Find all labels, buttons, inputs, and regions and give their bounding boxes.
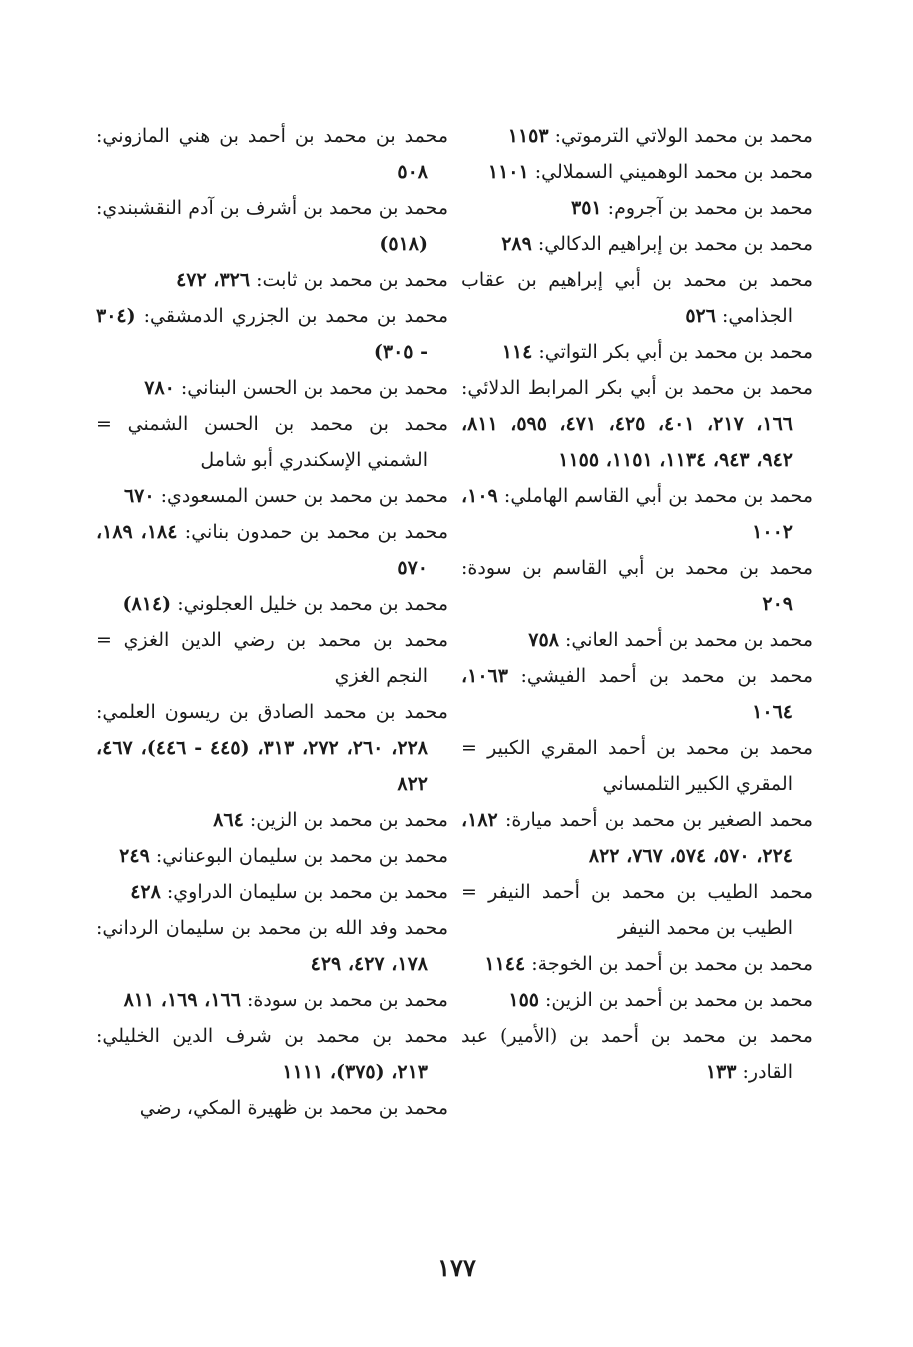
index-entry (461, 118, 813, 154)
entry-pages: ١١٠١ (487, 161, 529, 183)
entry-name: محمد بن محمد بن سودة: (240, 989, 448, 1011)
index-entry (96, 802, 448, 838)
entry-name: محمد بن محمد بن الجزري الدمشقي: (135, 305, 448, 327)
entry-name: محمد بن محمد بن أحمد المقري الكبير = المقري الكبير التلمساني (461, 737, 813, 795)
index-entry (96, 190, 448, 262)
index-entry (461, 622, 813, 658)
index-entry (96, 838, 448, 874)
entry-pages: ١٧٨، ٤٢٧، ٤٢٩ (310, 953, 428, 975)
index-entry (96, 406, 448, 478)
index-entry (96, 370, 448, 406)
entry-pages: (٣٠٤ - ٣٠٥) (96, 305, 428, 363)
index-entry (461, 226, 813, 262)
entry-pages: (٥١٨) (379, 233, 428, 255)
entry-pages: ١١٤ (501, 341, 533, 363)
entry-pages: ١٨٤، ١٨٩، ٥٧٠ (96, 521, 428, 579)
entry-name: محمد بن محمد بن أشرف بن آدم النقشبندي: (96, 197, 448, 219)
entry-name: محمد بن محمد بن رضي الدين الغزي = النجم الغزي (96, 629, 448, 687)
entry-pages: ٥٠٨ (397, 161, 428, 183)
entry-name: محمد بن محمد بن شرف الدين الخليلي: (96, 1025, 448, 1047)
index-entry (96, 298, 448, 370)
entry-pages: ٥٢٦ (685, 305, 716, 327)
index-entry (461, 370, 813, 478)
entry-name: محمد بن محمد بن أحمد بن (الأمير) عبد القادر: (461, 1025, 813, 1083)
index-entry (96, 910, 448, 982)
index-entry (461, 802, 813, 874)
entry-pages: ٧٥٨ (528, 629, 559, 651)
entry-pages: ١٥٥ (508, 989, 539, 1011)
entry-name: محمد وفد الله بن محمد بن سليمان الرداني: (96, 917, 448, 939)
entry-pages: (٨١٤) (122, 593, 172, 615)
entry-pages: ١٠٩، ١٠٠٢ (461, 485, 793, 543)
entry-name: محمد بن محمد الولاتي الترموتي: (548, 125, 813, 147)
entry-name: محمد بن محمد بن خليل العجلوني: (171, 593, 448, 615)
entry-name: محمد بن محمد بن الزين: (243, 809, 448, 831)
entry-name: محمد بن محمد بن ثابت: (250, 269, 448, 291)
entry-pages: ٢٤٩ (119, 845, 150, 867)
entry-name: محمد بن محمد بن أبي بكر المرابط الدلائي: (461, 377, 813, 399)
entry-name: محمد بن محمد بن سليمان الدراوي: (160, 881, 448, 903)
entry-pages: ١٦٦، ١٦٩، ٨١١ (123, 989, 241, 1011)
entry-name: محمد بن محمد بن الحسن الشمني = الشمني الإسكندري أبو شامل (96, 413, 448, 471)
entry-pages: ٢٢٨، ٢٦٠، ٢٧٢، ٣١٣، (٤٤٥ - ٤٤٦)، ٤٦٧، ٨٢٢ (96, 737, 428, 795)
entry-pages: ٢٨٩ (501, 233, 532, 255)
entry-name: محمد بن محمد بن أحمد بن الزين: (538, 989, 813, 1011)
index-entry (461, 874, 813, 946)
index-entry (96, 118, 448, 190)
entry-name: محمد بن محمد بن أحمد بن هني المازوني: (96, 125, 448, 147)
index-entry (461, 1018, 813, 1090)
entry-name: محمد بن محمد بن أبي بكر التواتي: (532, 341, 813, 363)
entry-name: محمد بن محمد بن ظهيرة المكي، رضي (139, 1097, 448, 1119)
entry-name: محمد بن محمد بن أحمد بن الخوجة: (525, 953, 813, 975)
index-entry (461, 154, 813, 190)
index-column-left (96, 118, 448, 1126)
index-entry (96, 874, 448, 910)
entry-pages: ١٨٢، ٢٢٤، ٥٧٠، ٥٧٤، ٧٦٧، ٨٢٢ (461, 809, 793, 867)
index-entry (461, 262, 813, 334)
index-entry (96, 514, 448, 586)
entry-pages: ٣٥١ (571, 197, 602, 219)
entry-name: محمد بن محمد الوهميني السملالي: (528, 161, 813, 183)
entry-pages: ٢٠٩ (762, 593, 793, 615)
index-entry (461, 334, 813, 370)
index-entry (96, 586, 448, 622)
entry-name: محمد بن محمد الصادق بن ريسون العلمي: (96, 701, 448, 723)
entry-pages: ٨٦٤ (213, 809, 244, 831)
entry-name: محمد بن محمد بن أبي القاسم بن سودة: (461, 557, 813, 579)
entry-name: محمد بن محمد بن الحسن البناني: (174, 377, 448, 399)
entry-pages: ٤٢٨ (130, 881, 161, 903)
entry-pages: ٦٧٠ (123, 485, 155, 507)
entry-pages: ١٠٦٣، ١٠٦٤ (461, 665, 793, 723)
entry-name: محمد بن محمد بن إبراهيم الدكالي: (531, 233, 813, 255)
entry-pages: ١١٥٣ (507, 125, 549, 147)
index-entry (461, 190, 813, 226)
index-entry (96, 982, 448, 1018)
entry-pages: ١٦٦، ٢١٧، ٤٠١، ٤٢٥، ٤٧١، ٥٩٥، ٨١١، ٩٤٢، ٩٤٣، ١١٣٤، ١١٥١، ١١٥٥ (461, 413, 793, 471)
entry-name: محمد بن محمد بن أبي القاسم الهاملي: (497, 485, 813, 507)
index-entry (96, 1018, 448, 1090)
entry-pages: ٣٢٦، ٤٧٢ (176, 269, 251, 291)
entry-name: محمد بن محمد بن حسن المسعودي: (154, 485, 448, 507)
index-entry (96, 1090, 448, 1126)
entry-name: محمد بن محمد بن سليمان البوعناني: (149, 845, 448, 867)
index-entry (461, 550, 813, 622)
entry-name: محمد الصغير بن محمد بن أحمد ميارة: (497, 809, 813, 831)
index-entry (96, 622, 448, 694)
index-entry (96, 694, 448, 802)
index-entry (96, 262, 448, 298)
index-column-right (461, 118, 813, 1090)
index-entry (461, 946, 813, 982)
entry-pages: ٧٨٠ (144, 377, 175, 399)
index-entry (96, 478, 448, 514)
page-number: ١٧٧ (437, 1253, 476, 1282)
entry-name: محمد بن محمد بن أحمد الفيشي: (507, 665, 813, 687)
entry-pages: ٢١٣، (٣٧٥)، ١١١١ (282, 1061, 428, 1083)
entry-name: محمد بن محمد بن أبي إبراهيم بن عقاب الجذامي: (461, 269, 813, 327)
index-entry (461, 982, 813, 1018)
entry-name: محمد بن محمد بن أحمد العاني: (558, 629, 813, 651)
index-entry (461, 658, 813, 730)
entry-name: محمد بن محمد بن آجروم: (601, 197, 813, 219)
entry-name: محمد الطيب بن محمد بن أحمد النيفر = الطيب بن محمد النيفر (461, 881, 813, 939)
entry-pages: ١١٤٤ (484, 953, 526, 975)
entry-name: محمد بن محمد بن حمدون بناني: (177, 521, 448, 543)
index-entry (461, 478, 813, 550)
entry-pages: ١٣٣ (705, 1061, 737, 1083)
index-entry (461, 730, 813, 802)
